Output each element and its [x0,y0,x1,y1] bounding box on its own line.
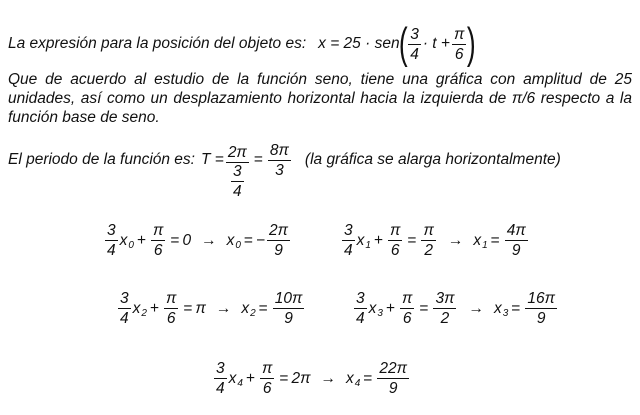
left-paren: ( [398,19,408,68]
position-formula [318,19,477,68]
fraction-pi-sixth: $\frac{\pi}{6}$ [453,25,465,63]
period-big-fraction: $\frac{2\pi}{\frac{3}{4}}$ [227,144,247,200]
arrow-icon: → [215,299,232,317]
position-expression-line [8,19,632,68]
fraction-three-fourths: $\frac{3}{4}$ [410,25,419,63]
arrow-icon: → [320,369,336,387]
position-expression-text: La expresión para la posición del objeto es: [8,35,307,52]
arrow-icon: → [201,231,217,249]
equation-x3: $\frac{3}{4}$ x 3 + $\frac{\pi}{6}$ = $\frac{3\pi}{2}$ → x 3 = $\frac{16\pi}{9}$ [356,290,555,327]
period-formula: T = $\frac{2\pi}{\frac{3}{4}}$ = $\frac{8\pi}{3}$ [200,141,289,200]
right-paren: ) [467,19,477,68]
arrow-icon: → [447,231,464,249]
equation-x2: $\frac{3}{4}$ x 2 + $\frac{\pi}{6}$ = π → x 2 = $\frac{10\pi}{9}$ [120,290,303,327]
period-inner-fraction: $\frac{3}{4}$ [233,163,242,200]
period-T: T = [200,151,224,168]
period-note: (la gráfica se alarga horizontalmente) [304,151,561,168]
arrow-icon: → [468,299,484,317]
equation-x0: $\frac{3}{4}$ x 0 + $\frac{\pi}{6}$ = 0 → x 0 = − $\frac{2\pi}{9}$ [107,222,289,259]
period-result-fraction: $\frac{8\pi}{3}$ [269,141,289,179]
sine-description-paragraph: Que de acuerdo al estudio de la función seno, tiene una gráfica con amplitud de 25 unidades, así como un desplazamiento horizontal hacia la izquierda de π/6 respecto a la función base de seno. [8,71,632,126]
period-line [8,140,632,200]
formula-x-eq: x = 25 · sen [318,35,400,52]
period-text: El periodo de la función es: [8,151,195,168]
equation-x1: $\frac{3}{4}$ x 1 + $\frac{\pi}{6}$ = $\frac{\pi}{2}$ → x 1 = $\frac{4\pi}{9}$ [344,222,526,259]
formula-times-t: · t + [422,35,450,52]
equation-x4: $\frac{3}{4}$ x 4 + $\frac{\pi}{6}$ = 2π → x 4 = $\frac{22\pi}{9}$ [216,360,407,397]
